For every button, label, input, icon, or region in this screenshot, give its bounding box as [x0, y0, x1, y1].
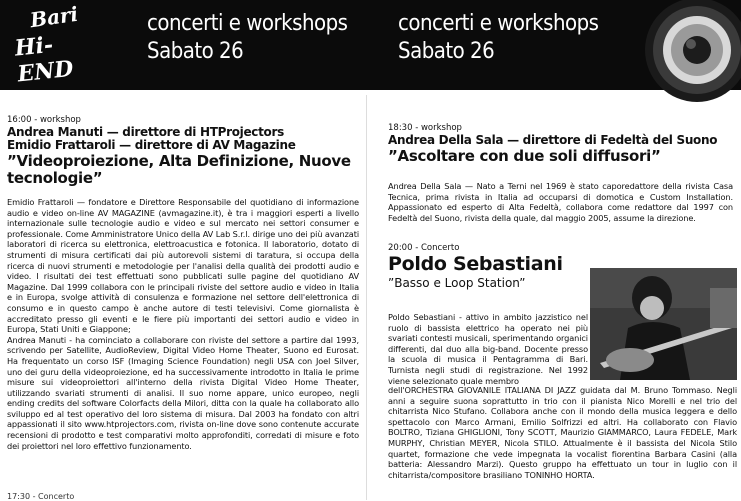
bassist-image — [590, 268, 737, 380]
right-time-2: 20:00 - Concerto — [388, 243, 460, 254]
left-speaker-2: Emidio Frattaroli — direttore di AV Magazine — [7, 138, 296, 152]
column-divider — [366, 95, 367, 500]
left-column — [7, 115, 359, 451]
performer-name: Poldo Sebastiani — [388, 253, 563, 276]
left-bio-manuti: Andrea Manuti - ha cominciato a collaborare con riviste del settore a partire dal 1993, scrivendo per Satellite, AudioReview, Digital Video Home Theater, Suono ed Eurosat. Ha frequentato un corso ISF (Imaging Science Foundation) negli USA con Joel Silver, uno dei guru della videoproiezione, ed ha successivamente introdotto in Italia le prime misure sui videoproiettori all'interno della rivista Digital Video Home Theater, utilizzando svariati strumenti di analisi. Il suo nome appare, unico europeo, negli ending credits del software Colorfacts della Milori, ditta con la quale ha collaborato allo sviluppo ed al test operativo del loro sistema di misura. Dal 2003 ha fondato con altri appassionati il sito www.htprojectors.com, rivista on-line dove sono contenute accurate recensioni di prodotto e test comparativi molto approfonditi, corredati di misure e foto dei proiettori nel loro effettivo funzionamento. — [7, 334, 359, 451]
header-right — [398, 10, 598, 66]
concert-subtitle: ”Basso e Loop Station” — [388, 276, 526, 291]
right-speaker: Andrea Della Sala — direttore di Fedeltà del Suono — [388, 133, 718, 147]
logo-line2: Hi-END — [13, 31, 75, 88]
header-right-title: concerti e workshops — [398, 11, 599, 36]
left-workshop-title: ”Videoproiezione, Alta Definizione, Nuove tecnologie” — [7, 152, 351, 187]
speaker-icon — [631, 0, 741, 102]
right-bio-sebastiani-a: Poldo Sebastiani - attivo in ambito jazzistico nel ruolo di bassista elettrico ha operato nei più svariati contesti musicali, sperimentando organici differenti, dal duo alla big-band. Docente presso la scuola di musica il Pentagramma di Bari. Turnista negli studi di registrazione. Nel 1992 viene selezionato quale membro — [388, 312, 588, 386]
right-bio-della-sala: Andrea Della Sala — Nato a Terni nel 1969 è stato caporedattore della rivista Casa Tecnica, prima rivista in Italia ad occuparsi di domotica e Custom Installation. Appassionato ed esperto di Alta Fedeltà, collabora come redattore dal 1997 con Fedeltà del Suono, rivista della quale, dal maggio 2005, assume la direzione. — [388, 181, 733, 223]
header-right-date: Sabato 26 — [398, 39, 495, 64]
left-next-event: 17:30 - Concerto — [7, 492, 75, 501]
right-column — [388, 123, 733, 290]
header-left — [147, 10, 347, 66]
left-bio-frattaroli: Emidio Frattaroli — fondatore e Direttore Responsabile del quotidiano di informazione audio e video on-line AV MAGAZINE (avmagazine.it), è tra i maggiori esperti a livello internazionale sulle tecnologie audio e video e sul mercato nei settori consumer e professionale. Come Amministratore Unico della AV Lab S.r.l. dirige uno dei più avanzati laboratori di ricerca su elettronica, elettroacustica e fotonica. Il laboratorio, dotato di strumenti di misura certificati dai più autorevoli sistemi di taratura, si occupa della ricerca di nuovi strumenti e metodologie per l'analisi della qualità dei prodotti audio e video. I risultati dei test effettuati sono pubblicati sulle pagine del quotidiano AV Magazine. Dal 1999 collabora con le principali riviste del settore audio e video in Italia e in Europa, svolge attività di consulenza e formazione nel settore dell'elettronica di consumo e in questo campo è anche autore di testi televisivi. Come giornalista è accreditato presso gli eventi e le fiere più importanti dei settori audio e video in Europa, Stati Uniti e Giappone; — [7, 197, 359, 335]
header-left-date: Sabato 26 — [147, 39, 244, 64]
header-left-title: concerti e workshops — [147, 11, 348, 36]
bari-hi-end-logo — [13, 1, 104, 88]
header-banner — [0, 0, 741, 90]
musician-photo — [590, 268, 737, 380]
right-workshop-title: ”Ascoltare con due soli diffusori” — [388, 147, 661, 165]
right-bio-sebastiani-b: dell'ORCHESTRA GIOVANILE ITALIANA DI JAZZ guidata dal M. Bruno Tommaso. Negli anni a seguire suona soprattutto in trio con il pianista Nico Morelli e nel trio del chitarrista Nico Stufano. Collabora anche con il mondo della musica leggera e dello spettacolo con Marco Armani, Emilio Solfrizzi ed altri. Ha collaborato con Flavio BOLTRO, Tiziana GHIGLIONI, Tony SCOTT, Maurizio GIAMMARCO, Laura FEDELE, Mark MURPHY, Christian MEYER, Nicola STILO. Attualmente è il bassista del Nicola Stilo quartet, formazione che vede impegnata la vocalist fiorentina Barbara Casini (alla batteria: Alessandro Marzi). Questo gruppo ha effettuato un tour in luglio con il chitarrista/compositore brasiliano TONINHO HORTA. — [388, 385, 737, 480]
left-time: 16:00 - workshop — [7, 115, 81, 125]
left-speaker-1: Andrea Manuti — direttore di HTProjectors — [7, 125, 284, 139]
right-time-1: 18:30 - workshop — [388, 123, 462, 133]
logo-line1: Bari — [28, 1, 80, 33]
